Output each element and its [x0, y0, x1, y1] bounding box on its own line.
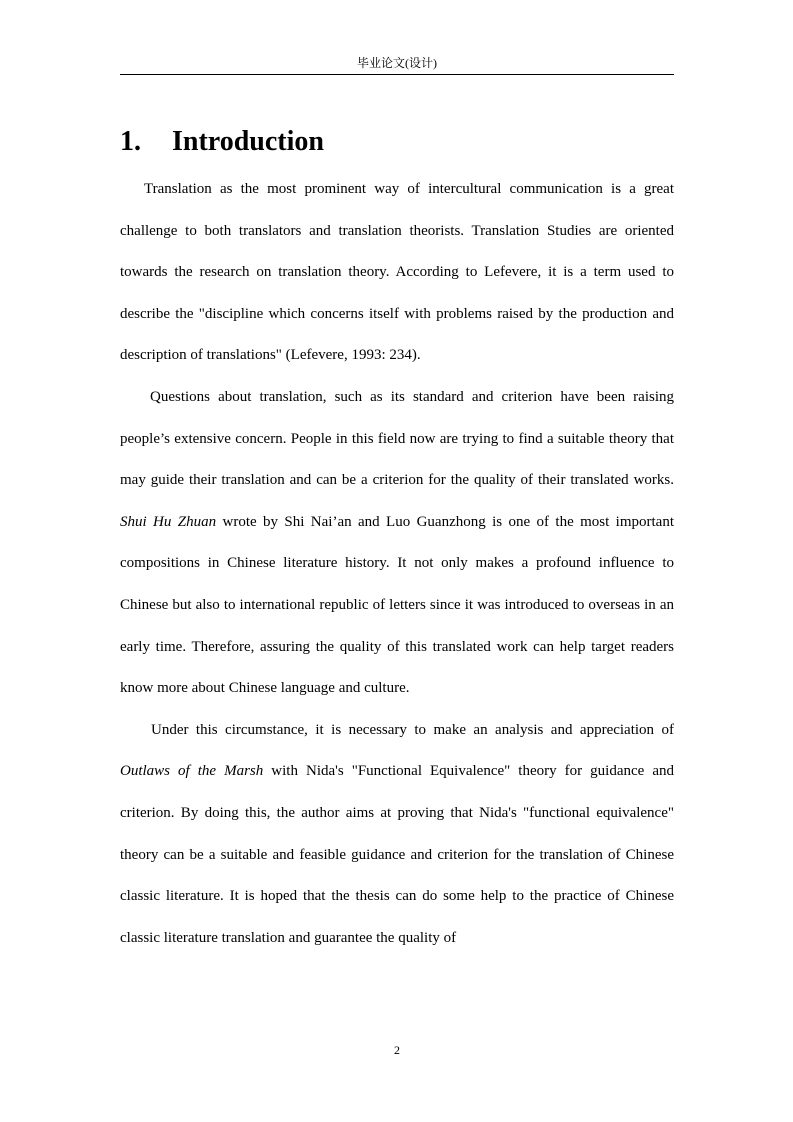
paragraph-2: [120, 377, 674, 710]
page-number: 2: [394, 1043, 400, 1057]
paragraph-1: Translation as the most prominent way of intercultural communication is a great challenge to both translators and translation theorists. Translation Studies are oriented towards the research on translation theory. According to Lefevere, it is a term used to describe the "discipline which concerns itself with problems raised by the production and description of translations" (Lefevere, 1993: 234).: [120, 181, 674, 364]
body-text: [120, 169, 674, 959]
paragraph-3-text-a: Under this circumstance, it is necessary to make an analysis and appreciation of: [151, 721, 674, 738]
paragraph-3-text-b: with Nida's "Functional Equivalence" theory for guidance and criterion. By doing this, the author aims at proving that Nida's "functional equivalence" theory can be a suitable and feasible guidance and criterion for the translation of Chinese classic literature. It is hoped that the thesis can do some help to the practice of Chinese classic literature translation and guarantee the quality of: [120, 763, 674, 946]
running-header: 毕业论文(设计): [357, 56, 437, 70]
paragraph-2-text-a: Questions about translation, such as its standard and criterion have been raising people’s extensive concern. People in this field now are trying to find a suitable theory that may guide their translation and can be a criterion for the quality of their translated works.: [120, 388, 674, 489]
header-rule: [120, 74, 674, 75]
paragraph-2-text-b: wrote by Shi Nai’an and Luo Guanzhong is one of the most important compositions in Chinese literature history. It not only makes a profound influence to Chinese but also to international republic of letters since it was introduced to overseas in an early time. Therefore, assuring the quality of this translated work can help target readers know more about Chinese language and culture.: [120, 513, 674, 697]
work-title-italic: Shui Hu Zhuan: [120, 513, 217, 530]
section-title: Introduction: [172, 125, 324, 157]
section-number: 1.: [120, 125, 141, 157]
paragraph-3: [120, 710, 674, 960]
work-title-italic: Outlaws of the Marsh: [120, 763, 264, 780]
section-heading: [120, 122, 324, 162]
